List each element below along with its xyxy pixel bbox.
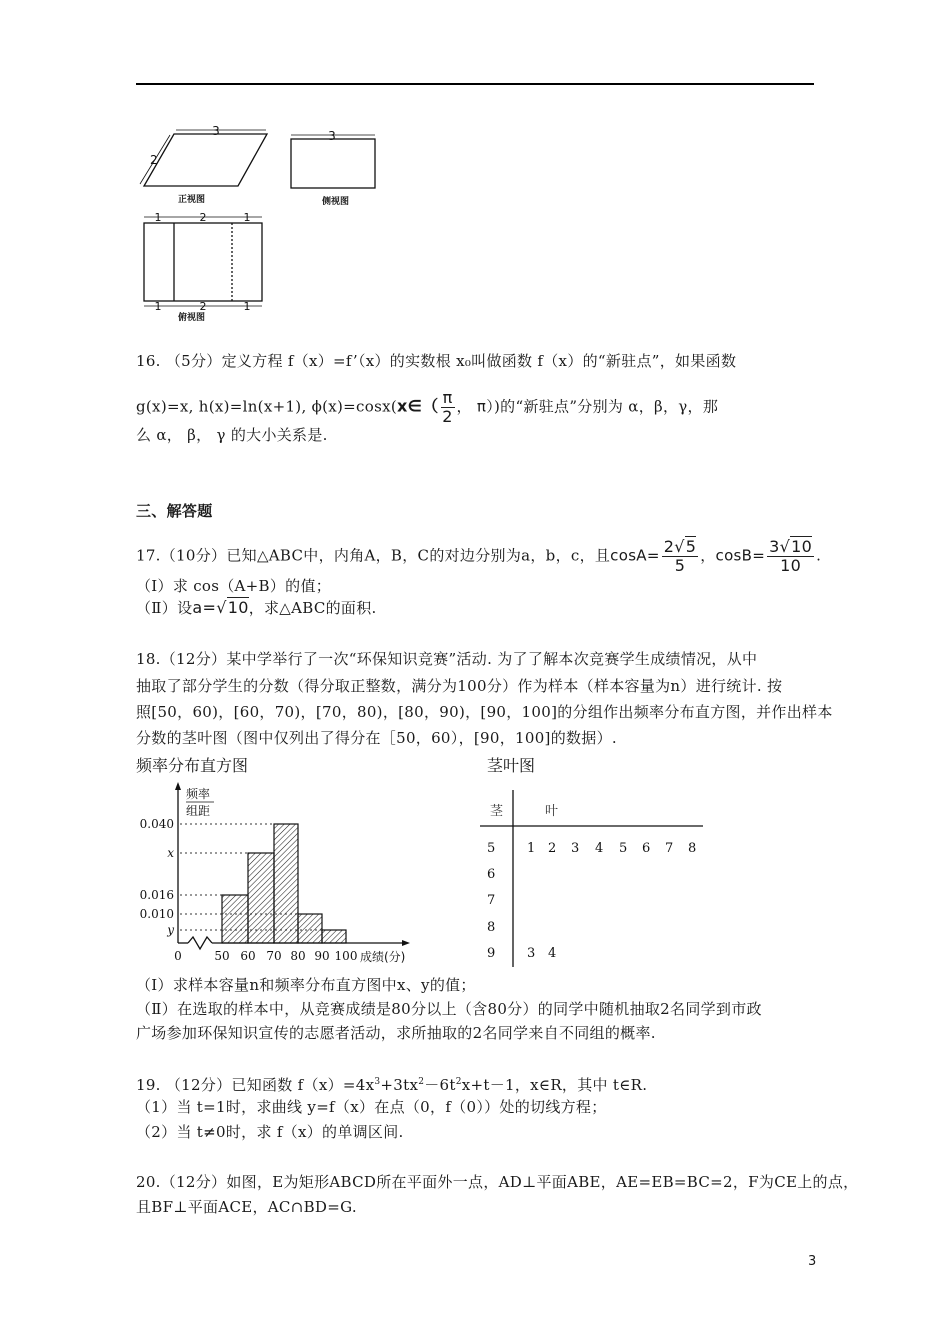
svg-text:频率: 频率 (186, 787, 211, 801)
svg-text:4: 4 (548, 946, 557, 961)
bar-90-100 (322, 930, 346, 943)
svg-text:8: 8 (487, 920, 496, 935)
stem-leaf-title: 茎叶图 (487, 756, 536, 775)
section-title: 三、解答题 (136, 502, 213, 520)
svg-text:8: 8 (688, 841, 697, 856)
svg-text:9: 9 (487, 946, 496, 961)
svg-text:叶: 叶 (545, 804, 559, 819)
bar-50-60 (222, 895, 248, 943)
svg-text:茎: 茎 (490, 804, 504, 819)
svg-text:0.016: 0.016 (139, 888, 174, 902)
bar-80-90 (298, 914, 322, 943)
svg-text:5: 5 (619, 841, 628, 856)
svg-text:y: y (167, 923, 174, 937)
front-view (140, 124, 267, 186)
svg-text:3: 3 (212, 124, 220, 138)
frequency-histogram (130, 780, 420, 970)
bar-70-80 (274, 824, 298, 943)
q18-part2-line1: （Ⅱ）在选取的样本中，从竞赛成绩是80分以上（含80分）的同学中随机抽取2名同学到市政 (136, 1000, 762, 1018)
svg-text:1: 1 (527, 841, 536, 856)
q19-part1: （1）当 t=1时，求曲线 y=f（x）在点（0，f（0））处的切线方程； (136, 1098, 607, 1116)
svg-text:80: 80 (290, 949, 306, 963)
q17-part2: （Ⅱ）设a=√10，求△ABC的面积. (136, 598, 377, 617)
cosB-fraction: $\frac{3√10}{10}$ (769, 537, 813, 575)
svg-text:1: 1 (243, 300, 251, 313)
svg-text:70: 70 (266, 949, 282, 963)
svg-text:0.010: 0.010 (139, 907, 174, 921)
q20-line1: 20.（12分）如图，E为矩形ABCD所在平面外一点，AD⊥平面ABE，AE=EB=BC=2，F为CE上的点， (136, 1173, 859, 1191)
q18-line4: 分数的茎叶图（图中仅列出了得分在［50，60），[90，100]的数据）. (136, 729, 617, 747)
svg-text:3: 3 (571, 841, 580, 856)
top-view (144, 211, 262, 313)
q17-part1: （Ⅰ）求 cos（A+B）的值； (136, 577, 332, 595)
q16-line1: 16. （5分）定义方程 f（x）=f’（x）的实数根 x₀叫做函数 f（x）的“新驻点”，如果函数 (136, 352, 737, 370)
cosA-fraction: $\frac{2√5}{5}$ (663, 537, 697, 575)
svg-text:3: 3 (328, 130, 336, 143)
svg-text:100: 100 (334, 949, 358, 963)
bar-60-70 (248, 853, 274, 943)
header-rule (136, 83, 814, 85)
side-view (288, 130, 378, 192)
svg-text:2: 2 (199, 211, 207, 224)
side-view-caption: 侧视图 (322, 197, 350, 207)
svg-text:90: 90 (314, 949, 330, 963)
svg-text:0.040: 0.040 (139, 817, 174, 831)
svg-text:1: 1 (154, 211, 162, 224)
svg-text:2: 2 (150, 153, 158, 167)
q20-line2: 且BF⊥平面ACE，AC∩BD=G. (136, 1198, 357, 1216)
svg-text:0: 0 (174, 949, 182, 963)
q19-line1: 19. （12分）已知函数 $f(x)=4x^3+3tx^2-6t^2x+t-1$，x∈R，其中 t∈R. (136, 1076, 648, 1094)
svg-text:成绩(分): 成绩(分) (360, 950, 406, 964)
histogram-title: 频率分布直方图 (136, 756, 249, 775)
svg-text:1: 1 (154, 300, 162, 313)
q16-line2: g(x)=x, h(x)=ln(x+1), ϕ(x)=cosx(x∈（ $\frac{\pi}{2}$ ， π）)的“新驻点”分别为 α，β，γ，那 (136, 388, 719, 426)
svg-text:60: 60 (240, 949, 256, 963)
page-number: 3 (808, 1254, 817, 1269)
q16-line3: 么 α， β， γ 的大小关系是. (136, 426, 328, 444)
q18-line1: 18.（12分）某中学举行了一次“环保知识竞赛”活动. 为了了解本次竞赛学生成绩情况，从中 (136, 650, 758, 668)
q18-part1: （Ⅰ）求样本容量n和频率分布直方图中x、y的值； (136, 976, 476, 994)
svg-text:50: 50 (214, 949, 230, 963)
q17-line1: 17.（10分）已知△ABC中，内角A，B，C的对边分别为a，b，c，且cosA= $\frac{2√5}{5}$ ，cosB= $\frac{3√10}{10}$ . (136, 537, 822, 575)
svg-text:4: 4 (595, 841, 604, 856)
q18-part2-line2: 广场参加环保知识宣传的志愿者活动，求所抽取的2名同学来自不同组的概率. (136, 1024, 656, 1042)
svg-text:2: 2 (199, 300, 207, 313)
stem-leaf-plot (475, 785, 715, 970)
svg-text:组距: 组距 (186, 804, 211, 818)
top-view-caption: 俯视图 (178, 313, 206, 323)
svg-text:x: x (167, 846, 174, 860)
svg-text:3: 3 (527, 946, 536, 961)
q18-line2: 抽取了部分学生的分数（得分取正整数，满分为100分）作为样本（样本容量为n）进行统计. 按 (136, 677, 783, 695)
svg-text:2: 2 (548, 841, 557, 856)
q19-part2: （2）当 t≠0时，求 f（x）的单调区间. (136, 1123, 404, 1141)
svg-text:6: 6 (642, 841, 651, 856)
pi-over-2-fraction: $\frac{\pi}{2}$ (442, 388, 453, 426)
svg-text:1: 1 (243, 211, 251, 224)
q18-line3: 照[50，60)，[60，70)，[70，80)，[80，90)，[90，100]的分组作出频率分布直方图，并作出样本 (136, 703, 833, 721)
front-view-caption: 正视图 (178, 195, 206, 205)
svg-text:5: 5 (487, 841, 496, 856)
svg-text:7: 7 (487, 893, 496, 908)
svg-text:7: 7 (665, 841, 674, 856)
svg-text:6: 6 (487, 867, 496, 882)
